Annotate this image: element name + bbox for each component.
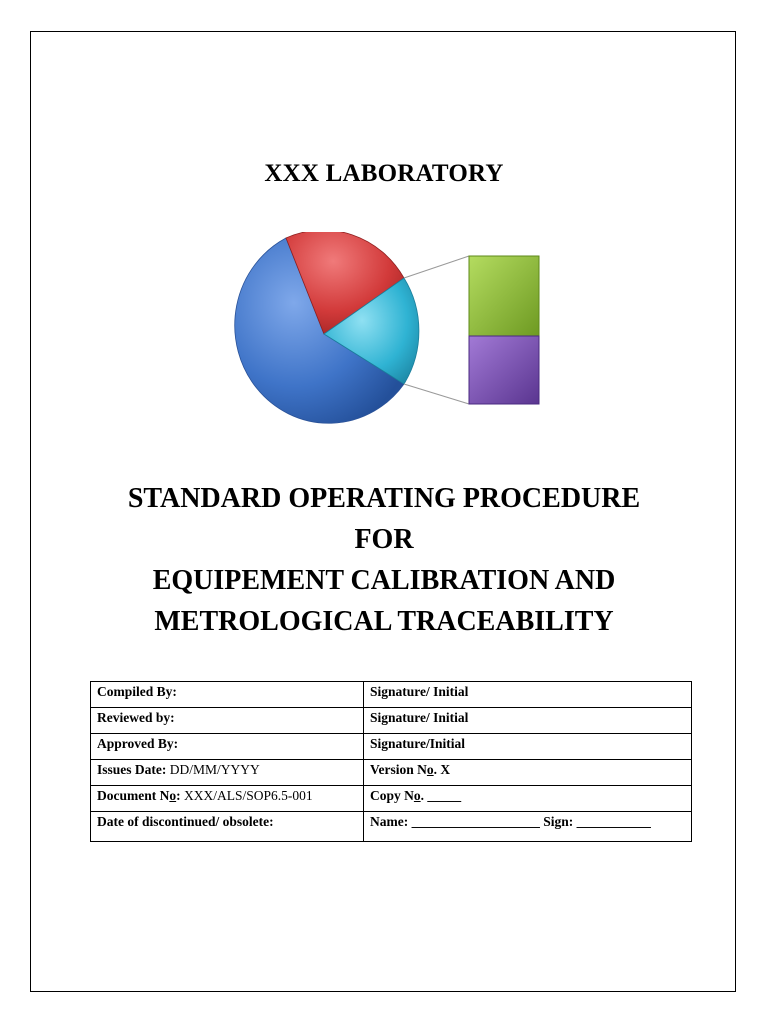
signature-initial-label: Signature/ Initial [370,684,469,699]
sop-title-line-4: METROLOGICAL TRACEABILITY [154,606,614,637]
table-row [91,812,692,842]
period: . [433,762,438,777]
document-no-cell [91,786,364,812]
version-no-cell [364,760,692,786]
version-no-value: X [440,762,451,777]
document-no-value: XXX/ALS/SOP6.5-001 [184,788,313,803]
document-control-table [90,681,692,842]
approved-by-label: Approved By: [97,736,179,751]
compiled-by-cell [91,682,364,708]
issues-date-label: Issues Date: [97,762,167,777]
sop-title-line-1: STANDARD OPERATING PROCEDURE [127,483,641,514]
reviewed-signature-cell [364,708,692,734]
signature-initial-label: Signature/ Initial [370,710,469,725]
pie-chart-logo [226,232,546,438]
discontinued-date-cell [91,812,364,842]
no-suffix: o [169,788,177,803]
sop-title-line-3: EQUIPEMENT CALIBRATION AND [152,565,616,596]
issues-date-cell [91,760,364,786]
approved-signature-cell [364,734,692,760]
reviewed-by-label: Reviewed by: [97,710,175,725]
bar-segment-purple [469,336,539,404]
table-row [91,786,692,812]
bar-segment-green [469,256,539,336]
name-sign-cell [364,812,692,842]
sop-title-line-2: FOR [354,524,414,555]
no-suffix: o [413,788,421,803]
sop-title [0,478,768,642]
copy-no-value: _____ [427,788,462,803]
colon: : [176,788,181,803]
connector-line-bottom [404,384,469,404]
no-suffix: o [426,762,434,777]
lab-name-heading: XXX LABORATORY [264,160,504,187]
table-row [91,682,692,708]
issues-date-value: DD/MM/YYYY [169,762,260,777]
connector-line-top [404,256,469,278]
discontinued-date-label: Date of discontinued/ obsolete: [97,814,274,829]
compiled-by-label: Compiled By: [97,684,177,699]
signature-initial-label: Signature/Initial [370,736,466,751]
table-row [91,734,692,760]
name-label: Name: [370,814,409,829]
name-sign-value: ___________________ Sign: ___________ [411,814,651,829]
reviewed-by-cell [91,708,364,734]
table-row [91,760,692,786]
table-row [91,708,692,734]
compiled-signature-cell [364,682,692,708]
approved-by-cell [91,734,364,760]
document-no-label: Document N [97,788,170,803]
copy-no-label: Copy N [370,788,414,803]
version-no-label: Version N [370,762,427,777]
copy-no-cell [364,786,692,812]
period: . [420,788,425,803]
